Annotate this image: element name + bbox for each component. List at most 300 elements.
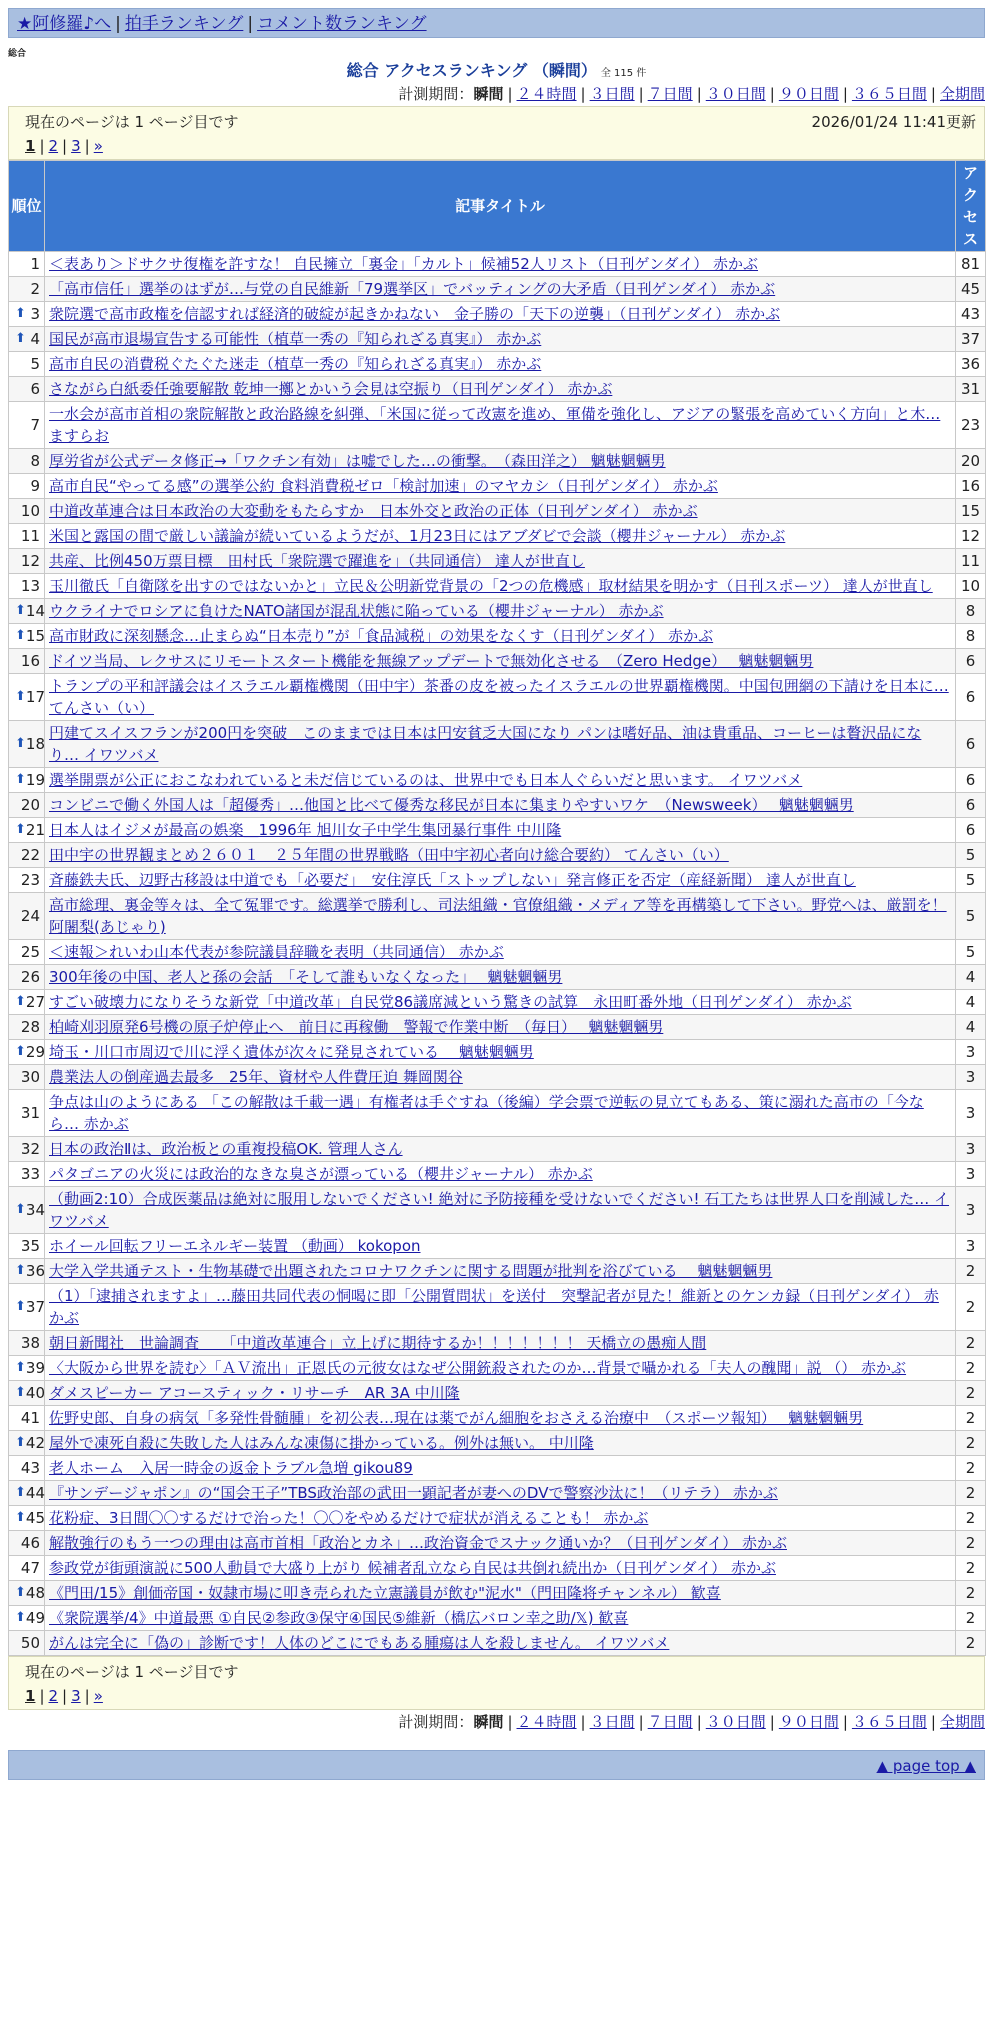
access-count: 3: [956, 1162, 986, 1187]
access-count: 6: [956, 674, 986, 721]
rank-up-arrow-icon: ⬆: [15, 306, 26, 321]
ranking-table-body: [9, 252, 986, 1656]
article-link[interactable]: ダメスピーカー アコースティック・リサーチ AR 3A 中川隆: [49, 1384, 460, 1402]
article-link[interactable]: 《門田/15》創価帝国・奴隷市場に叩き売られた立憲議員が飲む"泥水"（門田隆将チャンネル） 歓喜: [49, 1584, 721, 1602]
rank-cell: [9, 1137, 45, 1162]
table-row: [9, 1506, 986, 1531]
title-cell: [45, 1356, 956, 1381]
col-header-title: 記事タイトル: [45, 161, 956, 252]
article-link[interactable]: 解散強行のもう一つの理由は高市首相「政治とカネ」…政治資金でスナック通いか？（日刊ゲンダイ） 赤かぶ: [49, 1534, 787, 1552]
article-link[interactable]: 玉川徹氏「自衛隊を出すのではないかと」立民＆公明新党背景の「2つの危機感」取材結果を明かす（日刊スポーツ） 達人が世直し: [49, 577, 933, 595]
period-link[interactable]: ９０日間: [778, 1713, 839, 1731]
title-cell: [45, 1284, 956, 1331]
article-link[interactable]: 柏崎刈羽原発6号機の原子炉停止へ 前日に再稼働 警報で作業中断 （毎日） 魑魅魍魎男: [49, 1018, 664, 1036]
title-cell: [45, 352, 956, 377]
rank-cell: [9, 1406, 45, 1431]
table-row: [9, 1531, 986, 1556]
title-cell: [45, 1406, 956, 1431]
table-row: [9, 624, 986, 649]
period-link[interactable]: ７日間: [647, 1713, 693, 1731]
page-number-link: 1: [25, 1687, 36, 1705]
rank-cell: [9, 277, 45, 302]
title-cell: [45, 990, 956, 1015]
current-page-text: 現在のページは 1 ページ目です: [25, 1663, 239, 1681]
rank-number: 11: [20, 527, 40, 545]
title-cell: [45, 1040, 956, 1065]
access-count: 2: [956, 1259, 986, 1284]
rank-cell: [9, 402, 45, 449]
rank-number: 27: [25, 993, 45, 1011]
title-cell: [45, 1531, 956, 1556]
title-cell: [45, 868, 956, 893]
article-link[interactable]: トランプの平和評議会はイスラエル覇権機関（田中宇）茶番の皮を被ったイスラエルの世界覇権機関。中国包囲網の下請けを日本に… てんさい（い）: [49, 677, 949, 717]
table-row: [9, 1162, 986, 1187]
page-number-link[interactable]: 3: [71, 137, 81, 155]
rank-cell: [9, 1284, 45, 1331]
rank-number: 18: [25, 735, 45, 753]
article-link[interactable]: 厚労省が公式データ修正→「ワクチン有効」は嘘でした…の衝撃。 （森田洋之） 魑魅魍魎男: [49, 452, 666, 470]
title-cell: [45, 474, 956, 499]
table-header-row: [9, 161, 986, 252]
access-count: 8: [956, 624, 986, 649]
table-row: [9, 1606, 986, 1631]
col-header-rank: 順位: [9, 161, 45, 252]
rank-number: 46: [20, 1534, 40, 1552]
table-row: [9, 599, 986, 624]
page-title: [0, 60, 993, 82]
rank-cell: [9, 1581, 45, 1606]
title-cell: [45, 649, 956, 674]
ranking-table: [8, 160, 986, 1656]
rank-cell: [9, 252, 45, 277]
title-cell: [45, 1162, 956, 1187]
period-link[interactable]: 全期間: [939, 1713, 985, 1731]
rank-up-arrow-icon: ⬆: [15, 1202, 26, 1217]
rank-number: 19: [25, 771, 45, 789]
title-cell: [45, 624, 956, 649]
table-row: [9, 1234, 986, 1259]
rank-number: 26: [20, 968, 40, 986]
rank-number: 28: [20, 1018, 40, 1036]
access-count: 2: [956, 1284, 986, 1331]
total-count: 全 115 件: [600, 68, 647, 79]
access-count: 31: [956, 377, 986, 402]
comment-ranking-link[interactable]: コメント数ランキング: [257, 14, 427, 34]
table-row: [9, 1456, 986, 1481]
access-count: 8: [956, 599, 986, 624]
title-cell: [45, 402, 956, 449]
period-link[interactable]: ３０日間: [705, 85, 766, 103]
table-row: [9, 1090, 986, 1137]
article-link[interactable]: がんは完全に「偽の」診断です！人体のどこにでもある腫瘍は人を殺しません。 イワツバメ: [49, 1634, 670, 1652]
rank-cell: [9, 1456, 45, 1481]
rank-cell: [9, 1381, 45, 1406]
table-row: [9, 893, 986, 940]
article-link[interactable]: 中道改革連合は日本政治の大変動をもたらすか 日本外交と政治の正体（日刊ゲンダイ） 赤かぶ: [49, 502, 698, 520]
access-count: 2: [956, 1456, 986, 1481]
rank-cell: [9, 818, 45, 843]
title-cell: [45, 574, 956, 599]
rank-number: 45: [25, 1509, 45, 1527]
rank-number: 21: [25, 821, 45, 839]
access-count: 16: [956, 474, 986, 499]
table-row: [9, 252, 986, 277]
article-link[interactable]: 選挙開票が公正におこなわれていると未だ信じているのは、世界中でも日本人ぐらいだと思います。 イワツバメ: [49, 771, 803, 789]
access-count: 3: [956, 1234, 986, 1259]
title-cell: [45, 893, 956, 940]
rank-number: 29: [25, 1043, 45, 1061]
article-link[interactable]: ウクライナでロシアに負けたNATO諸国が混乱状態に陥っている（櫻井ジャーナル） 赤かぶ: [49, 602, 664, 620]
period-link[interactable]: ２４時間: [516, 1713, 577, 1731]
rank-cell: [9, 549, 45, 574]
page-separator: |: [84, 1687, 90, 1705]
rank-number: 4: [30, 330, 40, 348]
title-cell: [45, 843, 956, 868]
table-row: [9, 1581, 986, 1606]
access-count: 5: [956, 843, 986, 868]
rank-up-arrow-icon: ⬆: [15, 822, 26, 837]
access-count: 2: [956, 1631, 986, 1656]
article-link[interactable]: 高市自民“やってる感”の選挙公約 食料消費税ゼロ「検討加速」のマヤカシ（日刊ゲンダイ） 赤かぶ: [49, 477, 718, 495]
nav-separator: |: [115, 14, 121, 34]
article-link[interactable]: 高市自民の消費税ぐたぐた迷走（植草一秀の『知られざる真実』） 赤かぶ: [49, 355, 542, 373]
period-link[interactable]: ３日間: [589, 1713, 635, 1731]
title-cell: [45, 1187, 956, 1234]
title-cell: [45, 449, 956, 474]
title-cell: [45, 1065, 956, 1090]
article-link[interactable]: 大学入学共通テスト・生物基礎で出題されたコロナワクチンに関する問題が批判を浴びている 魑魅魍魎男: [49, 1262, 773, 1280]
access-count: 15: [956, 499, 986, 524]
title-cell: [45, 1581, 956, 1606]
rank-cell: [9, 649, 45, 674]
table-row: [9, 1331, 986, 1356]
rank-number: 40: [25, 1384, 45, 1402]
period-label: 計測期間：: [398, 85, 474, 103]
table-row: [9, 965, 986, 990]
rank-up-arrow-icon: ⬆: [15, 994, 26, 1009]
period-link[interactable]: ３６５日間: [851, 85, 927, 103]
period-separator: |: [580, 85, 586, 103]
article-link[interactable]: 老人ホーム 入居一時金の返金トラブル急増 gikou89: [49, 1459, 413, 1477]
access-count: 23: [956, 402, 986, 449]
period-link[interactable]: ３６５日間: [851, 1713, 927, 1731]
article-link[interactable]: 円建てスイスフランが200円を突破 このままでは日本は円安貧乏大国になり パンは嗜好品、油は貴重品、コーヒーは贅沢品になり… イワツバメ: [49, 724, 922, 764]
rank-cell: [9, 524, 45, 549]
access-count: 6: [956, 649, 986, 674]
period-separator: |: [842, 1713, 848, 1731]
current-page-text: 現在のページは 1 ページ目です: [25, 113, 239, 131]
title-cell: [45, 499, 956, 524]
rank-cell: [9, 1259, 45, 1284]
rank-cell: [9, 1187, 45, 1234]
rank-number: 5: [30, 355, 40, 373]
article-link[interactable]: 農業法人の倒産過去最多 25年、資材や人件費圧迫 舞岡関谷: [49, 1068, 463, 1086]
rank-number: 36: [25, 1262, 45, 1280]
article-link[interactable]: 一水会が高市首相の衆院解散と政治路線を糾弾、「米国に従って改憲を進め、軍備を強化し、アジアの緊張を高めていく方向」と木… ますらお: [49, 405, 941, 445]
access-count: 2: [956, 1531, 986, 1556]
rank-cell: [9, 599, 45, 624]
rank-number: 14: [25, 602, 45, 620]
rank-cell: [9, 302, 45, 327]
title-cell: [45, 1090, 956, 1137]
page-separator: |: [39, 137, 45, 155]
title-cell: [45, 1381, 956, 1406]
access-count: 2: [956, 1431, 986, 1456]
title-cell: [45, 818, 956, 843]
title-cell: [45, 965, 956, 990]
title-cell: [45, 940, 956, 965]
article-link[interactable]: 日本の政治Ⅱは、政治板との重複投稿OK. 管理人さん: [49, 1140, 403, 1158]
rank-cell: [9, 327, 45, 352]
article-link[interactable]: 「高市信任」選挙のはずが…与党の自民維新「79選挙区」でバッティングの大矛盾（日刊ゲンダイ） 赤かぶ: [49, 280, 776, 298]
period-separator: |: [638, 85, 644, 103]
table-row: [9, 499, 986, 524]
rank-cell: [9, 1040, 45, 1065]
rank-number: 8: [30, 452, 40, 470]
rank-number: 48: [25, 1584, 45, 1602]
article-link[interactable]: すごい破壊力になりそうな新党「中道改革」自民党86議席減という驚きの試算 永田町番外地（日刊ゲンダイ） 赤かぶ: [49, 993, 852, 1011]
page-separator: |: [62, 1687, 68, 1705]
article-link[interactable]: コンビニで働く外国人は「超優秀」…他国と比べて優秀な移民が日本に集まりやすいワケ （Newsweek） 魑魅魍魎男: [49, 796, 854, 814]
rank-up-arrow-icon: ⬆: [15, 1510, 26, 1525]
article-link[interactable]: 花粉症、3日間〇〇するだけで治った！〇〇をやめるだけで症状が消えることも！ 赤かぶ: [49, 1509, 649, 1527]
article-link[interactable]: 衆院選で高市政権を信認すれば経済的破綻が起きかねない 金子勝の「天下の逆襲」（日刊ゲンダイ） 赤かぶ: [49, 305, 781, 323]
title-cell: [45, 1606, 956, 1631]
period-link[interactable]: ２４時間: [516, 85, 577, 103]
rank-up-arrow-icon: ⬆: [15, 603, 26, 618]
article-link[interactable]: 国民が高市退場宣告する可能性（植草一秀の『知られざる真実』） 赤かぶ: [49, 330, 542, 348]
access-count: 2: [956, 1331, 986, 1356]
rank-cell: [9, 1481, 45, 1506]
table-row: [9, 1259, 986, 1284]
title-cell: [45, 277, 956, 302]
rank-cell: [9, 868, 45, 893]
rank-up-arrow-icon: ⬆: [15, 1435, 26, 1450]
title-cell: [45, 1234, 956, 1259]
article-link[interactable]: 日本人はイジメが最高の娯楽＿1996年 旭川女子中学生集団暴行事件 中川隆: [49, 821, 562, 839]
pagination: [25, 1684, 976, 1708]
rank-up-arrow-icon: ⬆: [15, 628, 26, 643]
article-link[interactable]: 佐野史郎、自身の病気「多発性骨髄腫」を初公表…現在は薬でがん細胞をおさえる治療中 （スポーツ報知） 魑魅魍魎男: [49, 1409, 864, 1427]
rank-up-arrow-icon: ⬆: [15, 1585, 26, 1600]
table-row: [9, 793, 986, 818]
home-link[interactable]: ★阿修羅♪へ: [17, 14, 112, 34]
article-link[interactable]: ドイツ当局、レクサスにリモートスタート機能を無線アップデートで無効化させる （Zero Hedge） 魑魅魍魎男: [49, 652, 814, 670]
next-page-link[interactable]: »: [93, 1687, 103, 1705]
rank-cell: [9, 1431, 45, 1456]
rank-up-arrow-icon: ⬆: [15, 1485, 26, 1500]
table-row: [9, 843, 986, 868]
article-link[interactable]: 高市総理、裏金等々は、全て冤罪です。総選挙で勝利し、司法組織・官僚組織・メディア等を再構築して下さい。野党へは、厳罰を！ 阿闍梨(あじゃり): [49, 896, 947, 936]
article-link[interactable]: 屋外で凍死自殺に失敗した人はみんな凍傷に掛かっている。例外は無い。 中川隆: [49, 1434, 594, 1452]
rank-number: 41: [20, 1409, 40, 1427]
access-count: 2: [956, 1406, 986, 1431]
period-links: [503, 85, 985, 103]
access-count: 2: [956, 1556, 986, 1581]
table-row: [9, 940, 986, 965]
article-link[interactable]: 田中宇の世界観まとめ２６０１ ２５年間の世界戦略（田中宇初心者向け総合要約） てんさい（い）: [49, 846, 729, 864]
access-count: 3: [956, 1137, 986, 1162]
rank-cell: [9, 1556, 45, 1581]
article-link[interactable]: （動画2:10）合成医薬品は絶対に服用しないでください! 絶対に予防接種を受けないでください! 石工たちは世界人口を削減した… イワツバメ: [49, 1190, 950, 1230]
table-row: [9, 1356, 986, 1381]
ranking-title: 総合 アクセスランキング （瞬間）: [346, 61, 597, 80]
access-count: 6: [956, 793, 986, 818]
article-link[interactable]: 参政党が街頭演説に500人動員で大盛り上がり 候補者乱立なら自民は共倒れ続出か（日刊ゲンダイ） 赤かぶ: [49, 1559, 776, 1577]
period-separator: |: [930, 1713, 936, 1731]
table-row: [9, 1137, 986, 1162]
article-link[interactable]: ＜表あり＞ドサクサ復権を許すな！ 自民擁立「裏金」「カルト」候補52人リスト（日刊ゲンダイ） 赤かぶ: [49, 255, 759, 273]
title-cell: [45, 599, 956, 624]
rank-cell: [9, 574, 45, 599]
page-separator: |: [84, 137, 90, 155]
table-row: [9, 1065, 986, 1090]
rank-number: 42: [25, 1434, 45, 1452]
title-cell: [45, 793, 956, 818]
rank-number: 33: [20, 1165, 40, 1183]
access-count: 11: [956, 549, 986, 574]
rank-cell: [9, 1234, 45, 1259]
period-separator: |: [769, 85, 775, 103]
col-header-access: アクセス: [956, 161, 986, 252]
rank-number: 17: [25, 688, 45, 706]
period-separator: |: [696, 1713, 702, 1731]
page-separator: |: [39, 1687, 45, 1705]
rank-cell: [9, 352, 45, 377]
period-link[interactable]: ３０日間: [705, 1713, 766, 1731]
table-row: [9, 1631, 986, 1656]
period-link[interactable]: ７日間: [647, 85, 693, 103]
rank-cell: [9, 474, 45, 499]
rank-number: 50: [20, 1634, 40, 1652]
page-info-top: [8, 106, 985, 160]
access-count: 4: [956, 965, 986, 990]
access-count: 6: [956, 721, 986, 768]
rank-number: 10: [20, 502, 40, 520]
table-row: [9, 402, 986, 449]
title-cell: [45, 721, 956, 768]
rank-up-arrow-icon: ⬆: [15, 1263, 26, 1278]
table-row: [9, 1431, 986, 1456]
article-link[interactable]: 300年後の中国、老人と孫の会話 「そして誰もいなくなった」 魑魅魍魎男: [49, 968, 563, 986]
article-link[interactable]: 争点は山のようにある 「この解散は千載一遇」有権者は手ぐすね（後編）学会票で逆転の見立てもある、策に溺れた高市の「今なら… 赤かぶ: [49, 1093, 924, 1133]
access-count: 2: [956, 1481, 986, 1506]
article-link[interactable]: ホイール回転フリーエネルギー装置 （動画） kokopon: [49, 1237, 421, 1255]
article-link[interactable]: 〈大阪から世界を読む〉「ＡＶ流出」正恩氏の元彼女はなぜ公開銃殺されたのか…背景で囁かれる「夫人の醜聞」説 （） 赤かぶ: [49, 1359, 907, 1377]
clap-ranking-link[interactable]: 拍手ランキング: [124, 14, 244, 34]
table-row: [9, 549, 986, 574]
rank-cell: [9, 1331, 45, 1356]
article-link[interactable]: 斉藤鉄夫氏、辺野古移設は中道でも「必要だ」 安住淳氏「ストップしない」発言修正を否定（産経新聞） 達人が世直し: [49, 871, 856, 889]
title-cell: [45, 1456, 956, 1481]
access-count: 5: [956, 940, 986, 965]
period-separator: |: [696, 85, 702, 103]
table-row: [9, 1381, 986, 1406]
top-nav-bar: [8, 8, 985, 38]
period-separator: |: [507, 1713, 513, 1731]
table-row: [9, 721, 986, 768]
article-link[interactable]: （1）「逮捕されますよ」…藤田共同代表の恫喝に即「公開質問状」を送付 突撃記者が見た！維新とのケンカ録（日刊ゲンダイ） 赤かぶ: [49, 1287, 939, 1327]
access-count: 2: [956, 1506, 986, 1531]
article-link[interactable]: ＜速報＞れいわ山本代表が参院議員辞職を表明（共同通信） 赤かぶ: [49, 943, 504, 961]
title-cell: [45, 327, 956, 352]
page-number-link[interactable]: 2: [48, 1687, 59, 1705]
access-count: 2: [956, 1381, 986, 1406]
table-row: [9, 327, 986, 352]
updated-timestamp: 2026/01/24 11:41更新: [811, 113, 976, 131]
period-link[interactable]: ３日間: [589, 85, 635, 103]
rank-number: 44: [25, 1484, 45, 1502]
article-link[interactable]: さながら白紙委任強要解散 乾坤一擲とかいう会見は空振り（日刊ゲンダイ） 赤かぶ: [49, 380, 613, 398]
article-link[interactable]: 《衆院選挙/4》中道最悪 ①自民②参政③保守④国民⑤維新（橋広バロン幸之助/𝕏) 歓喜: [49, 1609, 629, 1627]
rank-cell: [9, 990, 45, 1015]
page-number-link[interactable]: 3: [71, 1687, 81, 1705]
rank-number: 37: [25, 1298, 45, 1316]
access-count: 45: [956, 277, 986, 302]
title-cell: [45, 768, 956, 793]
period-separator: |: [638, 1713, 644, 1731]
access-count: 5: [956, 868, 986, 893]
article-link[interactable]: パタゴニアの火災には政治的なきな臭さが漂っている（櫻井ジャーナル） 赤かぶ: [49, 1165, 593, 1183]
article-link[interactable]: 米国と露国の間で厳しい議論が続いているようだが、1月23日にはアブダビで会談（櫻井ジャーナル） 赤かぶ: [49, 527, 786, 545]
rank-cell: [9, 377, 45, 402]
rank-number: 25: [20, 943, 40, 961]
page-separator: |: [62, 137, 68, 155]
article-link[interactable]: 『サンデージャポン』の“国会王子”TBS政治部の武田一顕記者が妻へのDVで警察沙汰に！（リテラ） 赤かぶ: [49, 1484, 778, 1502]
title-cell: [45, 1506, 956, 1531]
table-row: [9, 649, 986, 674]
rank-number: 13: [20, 577, 40, 595]
rank-number: 31: [20, 1104, 40, 1122]
article-link[interactable]: 埼玉・川口市周辺で川に浮く遺体が次々に発見されている 魑魅魍魎男: [49, 1043, 534, 1061]
article-link[interactable]: 高市財政に深刻懸念…止まらぬ“日本売り”が「食品減税」の効果をなくす（日刊ゲンダイ） 赤かぶ: [49, 627, 714, 645]
access-count: 43: [956, 302, 986, 327]
table-row: [9, 302, 986, 327]
page-number-link: 1: [25, 137, 36, 155]
access-count: 3: [956, 1065, 986, 1090]
next-page-link[interactable]: »: [93, 137, 103, 155]
access-count: 3: [956, 1187, 986, 1234]
period-links: [503, 1713, 985, 1731]
table-row: [9, 1187, 986, 1234]
rank-number: 12: [20, 552, 40, 570]
access-count: 3: [956, 1090, 986, 1137]
period-separator: |: [580, 1713, 586, 1731]
table-row: [9, 674, 986, 721]
title-cell: [45, 1481, 956, 1506]
rank-cell: [9, 965, 45, 990]
rank-number: 32: [20, 1140, 40, 1158]
period-link[interactable]: ９０日間: [778, 85, 839, 103]
rank-cell: [9, 1506, 45, 1531]
section-label: 総合: [8, 49, 27, 59]
title-cell: [45, 252, 956, 277]
title-cell: [45, 1331, 956, 1356]
page-number-link[interactable]: 2: [48, 137, 59, 155]
page-top-link[interactable]: ▲ page top ▲: [876, 1757, 976, 1775]
rank-number: 22: [20, 846, 40, 864]
article-link[interactable]: 共産、比例450万票目標 田村氏「衆院選で躍進を」（共同通信） 達人が世直し: [49, 552, 585, 570]
period-link[interactable]: 全期間: [939, 85, 985, 103]
rank-cell: [9, 940, 45, 965]
rank-cell: [9, 893, 45, 940]
rank-number: 24: [20, 907, 40, 925]
rank-cell: [9, 674, 45, 721]
article-link[interactable]: 朝日新聞社 世論調査 「中道改革連合」立上げに期待するか！！！！！！！ 天橋立の愚痴人間: [49, 1334, 707, 1352]
period-separator: |: [507, 85, 513, 103]
rank-number: 15: [25, 627, 45, 645]
period-selector: [8, 82, 985, 106]
